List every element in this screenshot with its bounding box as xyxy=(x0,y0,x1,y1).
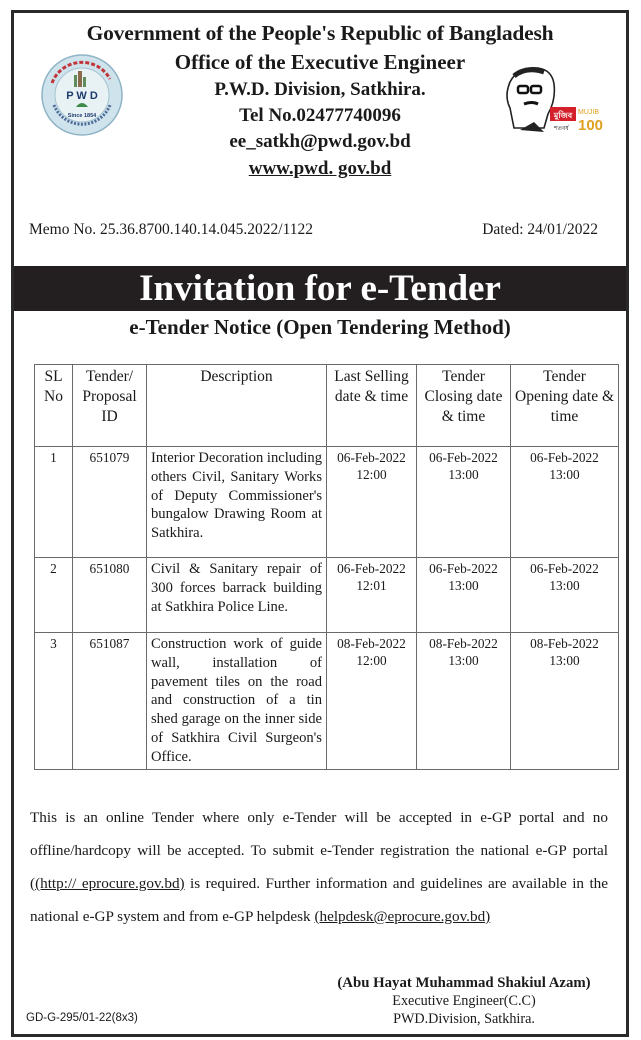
footer-code: GD-G-295/01-22(8x3) xyxy=(26,1012,138,1024)
cell-closing xyxy=(417,447,511,558)
closing-time: 13:00 xyxy=(448,653,479,668)
cell-closing xyxy=(417,633,511,770)
col-header-id: Tender/ Proposal ID xyxy=(73,365,147,447)
table-row xyxy=(35,558,619,633)
col-header-sl: SL No xyxy=(35,365,73,447)
eprocure-link[interactable]: (http:// eprocure.gov.bd) xyxy=(35,875,185,892)
svg-text:শতবর্ষ: শতবর্ষ xyxy=(554,125,569,132)
helpdesk-email-link[interactable]: (helpdesk@eprocure.gov.bd) xyxy=(314,908,491,925)
opening-date: 08-Feb-2022 xyxy=(530,636,599,651)
closing-time: 13:00 xyxy=(448,578,479,593)
header-website-link[interactable]: www.pwd. gov.bd xyxy=(248,158,392,179)
cell-sl: 1 xyxy=(35,447,73,558)
opening-time: 13:00 xyxy=(549,653,580,668)
signatory-name: (Abu Hayat Muhammad Shakiul Azam) xyxy=(337,975,591,991)
col-header-description: Description xyxy=(147,365,327,447)
memo-date: Dated: 24/01/2022 xyxy=(482,221,598,238)
signatory-office: PWD.Division, Satkhira. xyxy=(393,1011,535,1027)
selling-time: 12:00 xyxy=(356,653,387,668)
closing-time: 13:00 xyxy=(448,467,479,482)
selling-date: 06-Feb-2022 xyxy=(337,450,406,465)
notice-frame xyxy=(11,10,629,1037)
svg-text:P W D: P W D xyxy=(66,90,98,102)
cell-description: Construction work of guide wall, installation of pavement tiles on the road and construction of a tin shed garage on the inner side of Satkhira Civil Surgeon's Office. xyxy=(147,633,327,770)
instructions-text-1: This is an online Tender where only e-Tender will be accepted in e-GP portal and no offline/hardcopy will be accepted. To submit e-Tender registration the national e-GP portal ( xyxy=(30,809,608,892)
col-header-opening: Tender Opening date & time xyxy=(511,365,619,447)
opening-date: 06-Feb-2022 xyxy=(530,561,599,576)
cell-sl: 2 xyxy=(35,558,73,633)
svg-text:100: 100 xyxy=(578,117,604,134)
opening-time: 13:00 xyxy=(549,467,580,482)
header-office: Office of the Executive Engineer xyxy=(174,50,466,74)
header-email: ee_satkh@pwd.gov.bd xyxy=(229,131,411,152)
cell-sl: 3 xyxy=(35,633,73,770)
opening-time: 13:00 xyxy=(549,578,580,593)
selling-date: 08-Feb-2022 xyxy=(337,636,406,651)
closing-date: 06-Feb-2022 xyxy=(429,450,498,465)
cell-opening xyxy=(511,633,619,770)
cell-selling xyxy=(327,447,417,558)
cell-description: Civil & Sanitary repair of 300 forces barrack building at Satkhira Police Line. xyxy=(147,558,327,633)
memo-number: Memo No. 25.36.8700.140.14.045.2022/1122 xyxy=(29,221,314,238)
svg-text:মুজিব: মুজিব xyxy=(553,111,573,120)
cell-opening xyxy=(511,447,619,558)
cell-description: Interior Decoration including others Civil, Sanitary Works of Deputy Commissioner's bungalow Drawing Room at Satkhira. xyxy=(147,447,327,558)
selling-date: 06-Feb-2022 xyxy=(337,561,406,576)
cell-opening xyxy=(511,558,619,633)
instructions-text-2: is required. Further information and guidelines are available in the national e-GP system and from e-GP helpdesk xyxy=(30,875,608,925)
closing-date: 08-Feb-2022 xyxy=(429,636,498,651)
cell-tender-id: 651079 xyxy=(73,447,147,558)
closing-date: 06-Feb-2022 xyxy=(429,561,498,576)
header-division: P.W.D. Division, Satkhira. xyxy=(214,79,426,100)
cell-closing xyxy=(417,558,511,633)
signatory-title: Executive Engineer(C.C) xyxy=(392,993,536,1009)
col-header-selling: Last Selling date & time xyxy=(327,365,417,447)
table-row xyxy=(35,633,619,770)
svg-text:MUJIB: MUJIB xyxy=(578,109,599,116)
cell-tender-id: 651080 xyxy=(73,558,147,633)
opening-date: 06-Feb-2022 xyxy=(530,450,599,465)
selling-time: 12:00 xyxy=(356,467,387,482)
table-row xyxy=(35,447,619,558)
tender-table xyxy=(34,364,619,770)
signature-block xyxy=(304,975,624,1028)
cell-tender-id: 651087 xyxy=(73,633,147,770)
header-tel: Tel No.02477740096 xyxy=(239,105,401,126)
instructions-paragraph xyxy=(30,801,608,933)
title-banner: Invitation for e-Tender xyxy=(14,266,626,311)
notice-subtitle: e-Tender Notice (Open Tendering Method) xyxy=(129,315,511,339)
cell-selling xyxy=(327,558,417,633)
header-government: Government of the People's Republic of Bangladesh xyxy=(86,21,554,45)
svg-text:Since 1854: Since 1854 xyxy=(67,113,97,119)
col-header-closing: Tender Closing date & time xyxy=(417,365,511,447)
table-header-row xyxy=(35,365,619,447)
selling-time: 12:01 xyxy=(356,578,387,593)
cell-selling xyxy=(327,633,417,770)
